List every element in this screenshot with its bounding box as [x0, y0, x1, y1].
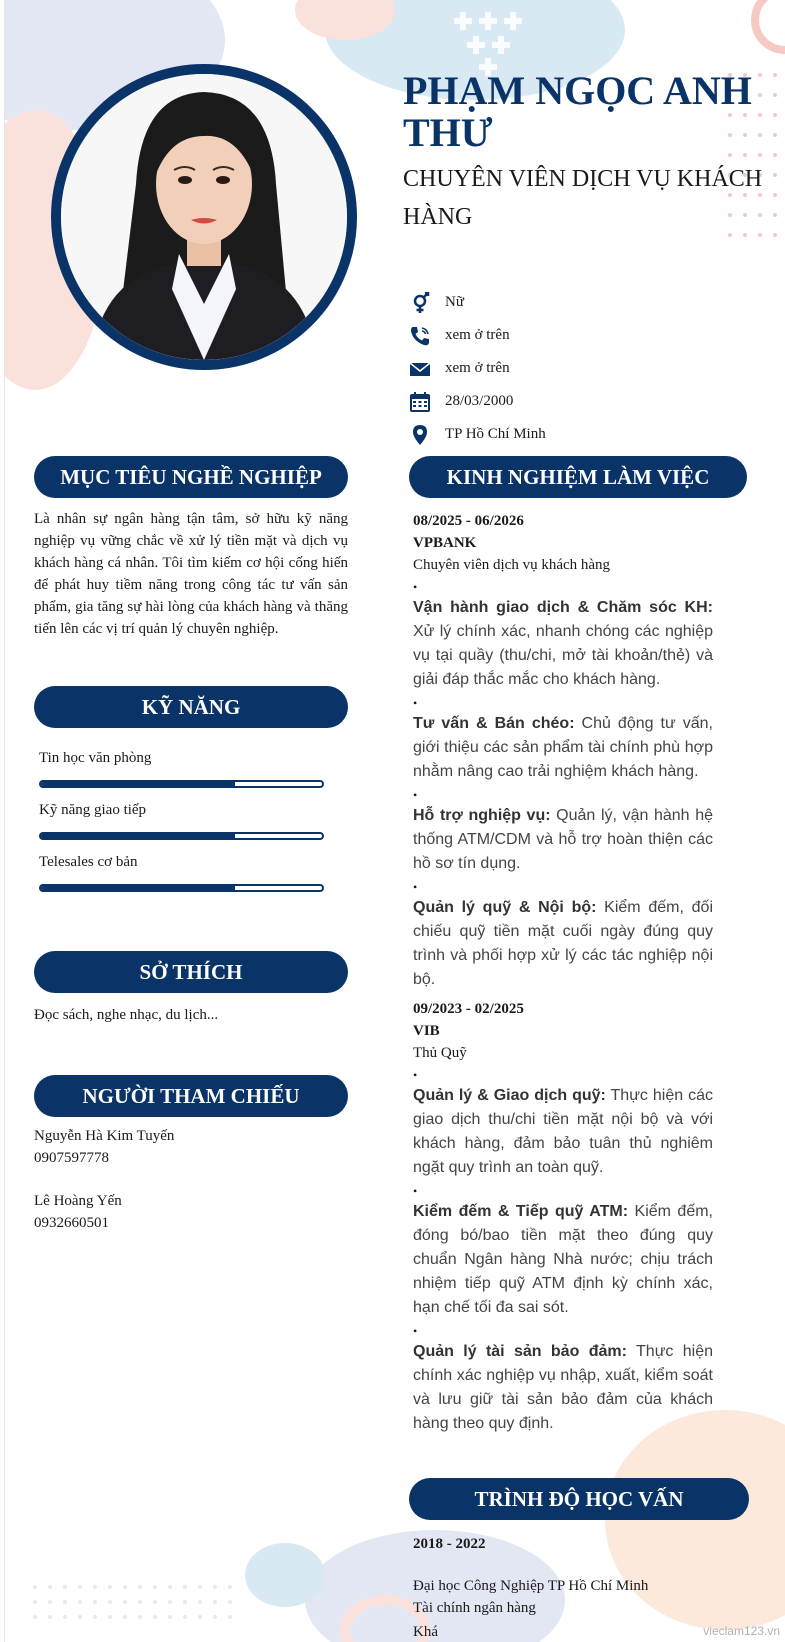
cv-page — [4, 0, 785, 1642]
hobbies-heading: SỞ THÍCH — [34, 951, 348, 993]
skill-bar-fill — [41, 886, 235, 890]
skill-bar — [39, 832, 324, 840]
bullet-head: Tư vấn & Bán chéo: — [413, 715, 575, 732]
skill-item — [39, 800, 324, 840]
reference-name: Nguyễn Hà Kim Tuyến — [34, 1128, 175, 1144]
job-entry — [413, 998, 713, 1436]
bullet-marker: • — [413, 696, 418, 710]
references-heading: NGƯỜI THAM CHIẾU — [34, 1075, 348, 1117]
bullet-marker: • — [413, 1184, 418, 1198]
objective-text: Là nhân sự ngân hàng tận tâm, sở hữu kỹ năng nghiệp vụ vững chắc về xử lý tiền mặt và dịch vụ khách hàng cá nhân. Tôi tìm kiếm cơ hội cống hiến để phát huy tiềm năng trong công tác tư vấn sản phẩm, gia tăng sự hài lòng của khách hàng và thăng tiến lên các vị trí quản lý chuyên nghiệp. — [34, 511, 348, 637]
gender-icon — [409, 292, 431, 314]
education-entry — [413, 1533, 743, 1642]
reference-phone: 0907597778 — [34, 1150, 109, 1166]
bullet-marker: • — [413, 1324, 418, 1338]
experience-heading: KINH NGHIỆM LÀM VIỆC — [409, 456, 747, 498]
bullet-head: Quản lý quỹ & Nội bộ: — [413, 899, 597, 916]
contact-location — [409, 418, 749, 451]
reference-name: Lê Hoàng Yến — [34, 1193, 122, 1209]
skill-bar — [39, 780, 324, 788]
education-heading: TRÌNH ĐỘ HỌC VẤN — [409, 1478, 749, 1520]
bullet-text: Quản lý, vận hành hệ thống ATM/CDM và hỗ trợ hoàn thiện các hồ sơ tín dụng. — [413, 807, 713, 872]
bullet-head: Quản lý & Giao dịch quỹ: — [413, 1087, 606, 1104]
bullet-head: Kiểm đếm & Tiếp quỹ ATM: — [413, 1203, 629, 1220]
birthday-value: 28/03/2000 — [445, 393, 514, 409]
skill-label: Kỹ năng giao tiếp — [39, 802, 147, 818]
job-entry — [413, 510, 713, 992]
bullet-text: Chủ động tư vấn, giới thiệu các sản phẩm tài chính phù hợp nhằm nâng cao trải nghiệm khách hàng. — [413, 715, 713, 780]
job-title: CHUYÊN VIÊN DỊCH VỤ KHÁCH HÀNG — [403, 166, 763, 230]
bullet-text: Kiểm đếm, đóng bó/bao tiền mặt theo đúng quy chuẩn Ngân hàng Nhà nước; chịu trách nhiệm tiếp quỹ ATM định kỳ chính xác, hạn chế tối đa sai sót. — [413, 1203, 713, 1316]
bullet-marker: • — [413, 1068, 418, 1082]
bullet-marker: • — [413, 580, 418, 594]
bullet-text: Thực hiện các giao dịch thu/chi tiền mặt nội bộ và với khách hàng, đảm bảo tuân thủ nghiêm ngặt quy trình an toàn quỹ. — [413, 1087, 714, 1176]
watermark: vieclam123.vn — [703, 1624, 780, 1638]
bullet-head: Hỗ trợ nghiệp vụ: — [413, 807, 551, 824]
job-bullet — [413, 596, 713, 692]
education-major: Tài chính ngân hàng — [413, 1600, 536, 1616]
skill-item — [39, 852, 324, 892]
bullet-marker: • — [413, 788, 418, 802]
job-position: Chuyên viên dịch vụ khách hàng — [413, 557, 611, 573]
bullet-text: Thực hiện chính xác nghiệp vụ nhập, xuất, kiểm soát và lưu giữ tài sản bảo đảm của khách hàng theo quy định. — [413, 1343, 714, 1432]
contact-gender — [409, 286, 749, 319]
bullet-head: Vận hành giao dịch & Chăm sóc KH: — [413, 599, 713, 616]
job-bullet — [413, 712, 713, 784]
reference-entry — [34, 1125, 348, 1234]
reference-phone: 0932660501 — [34, 1215, 109, 1231]
contact-birthday — [409, 385, 749, 418]
profile-photo — [51, 64, 357, 370]
education-school: Đại học Công Nghiệp TP Hồ Chí Minh — [413, 1578, 649, 1594]
bullet-marker: • — [413, 880, 418, 894]
contact-email — [409, 352, 749, 385]
skills-heading: KỸ NĂNG — [34, 686, 348, 728]
bullet-text: Kiểm đếm, đối chiếu quỹ tiền mặt cuối ngày đúng quy trình và phối hợp xử lý các tác nghiệp nội bộ. — [413, 899, 713, 988]
portrait-illustration — [61, 74, 347, 360]
phone-icon — [409, 325, 431, 347]
contact-phone — [409, 319, 749, 352]
hobbies-text: Đọc sách, nghe nhạc, du lịch... — [34, 1007, 219, 1023]
job-company: VPBANK — [413, 535, 477, 551]
contact-info — [409, 286, 749, 451]
job-bullet — [413, 1200, 713, 1320]
full-name: PHẠM NGỌC ANH THƯ — [403, 68, 752, 155]
experience-list — [413, 510, 713, 1436]
skill-bar-fill — [41, 834, 235, 838]
job-bullet — [413, 896, 713, 992]
skill-item — [39, 748, 324, 788]
skill-bar — [39, 884, 324, 892]
job-date: 09/2023 - 02/2025 — [413, 1001, 524, 1017]
skill-bar-fill — [41, 782, 235, 786]
job-bullet — [413, 1084, 713, 1180]
location-value: TP Hồ Chí Minh — [445, 426, 546, 442]
job-bullet — [413, 804, 713, 876]
job-position: Thủ Quỹ — [413, 1045, 467, 1061]
job-company: VIB — [413, 1023, 440, 1039]
education-grade: Khá — [413, 1624, 438, 1640]
job-bullet — [413, 1340, 713, 1436]
job-date: 08/2025 - 06/2026 — [413, 513, 524, 529]
mail-icon — [409, 358, 431, 380]
email-value[interactable]: xem ở trên — [445, 360, 510, 376]
location-icon — [409, 424, 431, 446]
bullet-head: Quản lý tài sản bảo đảm: — [413, 1343, 627, 1360]
gender-value: Nữ — [445, 294, 464, 310]
bullet-text: Xử lý chính xác, nhanh chóng các nghiệp vụ tại quầy (thu/chi, mở tài khoản/thẻ) và giải đáp thắc mắc cho khách hàng. — [413, 623, 713, 688]
objective-heading: MỤC TIÊU NGHỀ NGHIỆP — [34, 456, 348, 498]
skill-label: Telesales cơ bản — [39, 854, 138, 870]
skill-label: Tin học văn phòng — [39, 750, 152, 766]
calendar-icon — [409, 391, 431, 413]
education-date: 2018 - 2022 — [413, 1536, 486, 1552]
phone-value[interactable]: xem ở trên — [445, 327, 510, 343]
